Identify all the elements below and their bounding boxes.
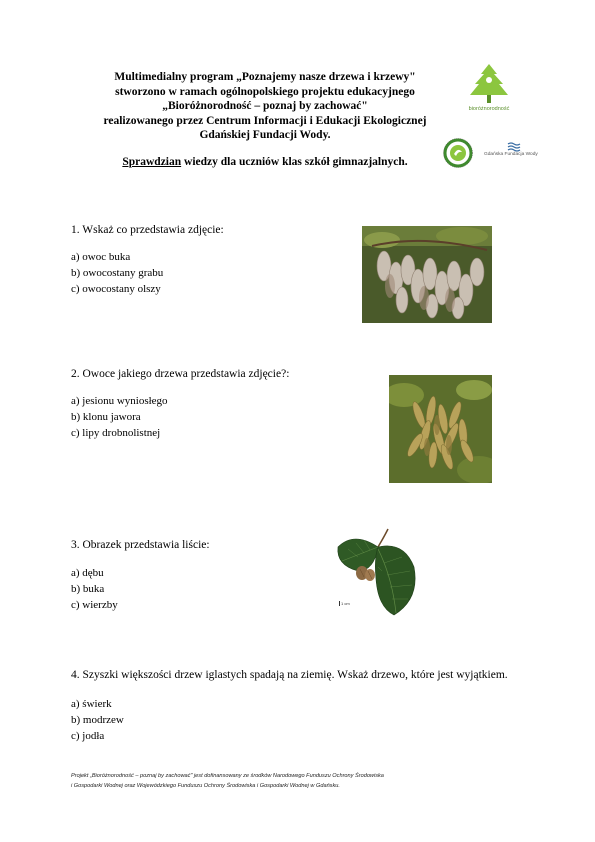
question-2-option-a: a) jesionu wyniosłego xyxy=(71,395,168,407)
question-3-option-b: b) buka xyxy=(71,583,105,595)
scale-bar xyxy=(339,601,340,606)
scale-label xyxy=(341,601,350,606)
gdansk-water-foundation-label: Gdańska Fundacja Wody xyxy=(484,152,538,157)
question-3: 3. Obrazek przedstawia liście: xyxy=(71,539,210,551)
question-4-option-c: c) jodła xyxy=(71,730,105,742)
question-3-option-a: a) dębu xyxy=(71,567,104,579)
header-line-5: Gdańskiej Fundacji Wody. xyxy=(199,129,331,141)
hornbeam-fruit-photo xyxy=(362,226,492,323)
header-line-3: „Bioróżnorodność – poznaj by zachować" xyxy=(162,100,368,112)
header-line-2 xyxy=(80,85,450,100)
question-4-option-a: a) świerk xyxy=(71,698,112,710)
question-2-option-c: c) lipy drobnolistnej xyxy=(71,427,161,439)
footer-line-2: i Gospodarki Wodnej oraz Wojewódzkiego Funduszu Ochrony Środowiska i Gospodarki Wodnej w Gdańsku. xyxy=(71,782,340,789)
header-line-1: Multimedialny program „Poznajemy nasze drzewa i krzewy" xyxy=(114,71,416,83)
question-1-option-c: c) owocostany olszy xyxy=(71,283,161,295)
ash-fruit-photo xyxy=(389,375,492,483)
tree-logo-icon xyxy=(466,62,512,114)
header-line-4: realizowanego przez Centrum Informacji i Edukacji Ekologicznej xyxy=(103,114,427,127)
question-3-option-c: c) wierzby xyxy=(71,599,118,611)
scale-label-text: 1 cm xyxy=(341,601,350,606)
document-header xyxy=(80,70,450,143)
biodiversity-logo-label: bioróżnorodność xyxy=(468,106,510,112)
samara-cluster-photo-icon xyxy=(389,375,492,483)
fruit-cluster-photo-icon xyxy=(362,226,492,323)
test-title xyxy=(80,156,450,168)
gdansk-water-foundation-logo xyxy=(484,140,546,162)
test-title-underlined: Sprawdzian xyxy=(122,156,182,168)
biodiversity-logo xyxy=(466,62,512,114)
question-4-option-b: b) modrzew xyxy=(71,714,124,726)
header-line-2-bold: ogólnopolskiego projektu edukacyjnego xyxy=(220,85,415,98)
question-2: 2. Owoce jakiego drzewa przedstawia zdjęcie?: xyxy=(71,368,290,380)
question-2-option-b: b) klonu jawora xyxy=(71,411,141,423)
test-title-rest: wiedzy dla uczniów klas szkół gimnazjalnych. xyxy=(181,156,408,168)
question-1-option-b: b) owocostany grabu xyxy=(71,267,164,279)
footer-line-1: Projekt „Bioróżnorodność – poznaj by zachować" jest dofinansowany ze środków Narodowego Funduszu Ochrony Środowiska xyxy=(71,773,384,779)
header-line-2-prefix: stworzono w ramach xyxy=(115,85,221,98)
question-1: 1. Wskaż co przedstawia zdjęcie: xyxy=(71,224,224,236)
cieegfw-logo xyxy=(443,138,473,168)
question-4: 4. Szyszki większości drzew iglastych spadają na ziemię. Wskaż drzewo, które jest wyjątkiem. xyxy=(71,669,508,681)
funding-footer xyxy=(71,772,531,791)
question-1-option-a: a) owoc buka xyxy=(71,251,131,263)
round-seal-logo-icon xyxy=(443,138,473,168)
